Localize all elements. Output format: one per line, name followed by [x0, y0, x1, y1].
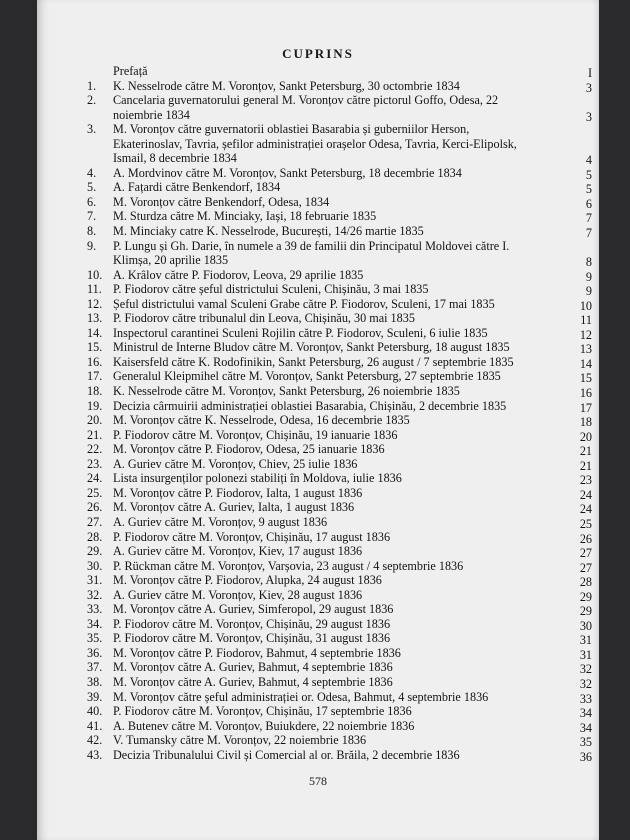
toc-entry-title: M. Voronțov către șeful administrației or. Odesa, Bahmut, 4 septembrie 1836 — [113, 689, 489, 704]
toc-entry-title: M. Voronțov către A. Guriev, Ialta, 1 august 1836 — [113, 500, 355, 515]
toc-entry-page: 6 — [585, 196, 592, 211]
toc-entry — [87, 180, 592, 195]
toc-entry-page: 8 — [585, 255, 592, 270]
toc-entry-number: 17. — [87, 369, 103, 384]
toc-entry-page: 25 — [579, 516, 592, 531]
toc-entry-page: 29 — [579, 589, 592, 604]
toc-entry — [87, 457, 592, 472]
toc-entry — [87, 486, 592, 501]
toc-entry-number: 2. — [87, 93, 97, 108]
toc-entry — [87, 239, 592, 268]
toc-entry — [87, 195, 592, 210]
toc-entry-number: 12. — [87, 296, 103, 311]
toc-entry-title: A. Guriev către M. Voronțov, Chiev, 25 iulie 1836 — [113, 456, 358, 471]
toc-entry-number: 41. — [87, 718, 103, 733]
toc-entry-number: 32. — [87, 587, 103, 602]
toc-entry-page: 16 — [579, 386, 592, 401]
toc-entry — [87, 224, 592, 239]
toc-entry — [87, 675, 592, 690]
toc-entry-number: 30. — [87, 558, 103, 573]
book-page — [37, 0, 599, 840]
toc-entry-title: P. Lungu și Gh. Darie, în numele a 39 de familii din Principatul Moldovei către I. Klimșa, 20 aprilie 1835 — [113, 238, 510, 268]
toc-entry-page: 17 — [579, 400, 592, 415]
toc-entry-title: Șeful districtului vamal Sculeni Grabe către P. Fiodorov, Sculeni, 17 mai 1835 — [113, 296, 495, 311]
toc-entry-number: 15. — [87, 340, 103, 355]
toc-entry-number: 5. — [87, 180, 97, 195]
toc-entry-title: Cancelaria guvernatorului general M. Voronțov către pictorul Goffo, Odesa, 22 noiembrie 1834 — [113, 93, 499, 122]
toc-entry-number: 14. — [87, 325, 103, 340]
toc-entry-number: 33. — [87, 602, 103, 617]
toc-entry-number: 7. — [87, 209, 97, 224]
toc-entry-page: 7 — [585, 226, 592, 241]
toc-entry-title: M. Sturdza către M. Minciaky, Iași, 18 februarie 1835 — [113, 209, 377, 224]
toc-entry-title: A. Guriev către M. Voronțov, Kiev, 28 august 1836 — [113, 587, 363, 602]
toc-entry-title: Kaisersfeld către K. Rodofinikin, Sankt Petersburg, 26 august / 7 septembrie 1835 — [113, 354, 514, 369]
toc-entry-page: 34 — [579, 706, 592, 721]
toc-entry-title: A. Krâlov către P. Fiodorov, Leova, 29 aprilie 1835 — [113, 267, 364, 282]
toc-entry-page: 3 — [585, 109, 592, 124]
toc-entry-number: 42. — [87, 733, 103, 748]
toc-entry-page: 9 — [585, 269, 592, 284]
toc-entry-title: M. Minciaky catre K. Nesselrode, București, 14/26 martie 1835 — [113, 224, 424, 239]
toc-entry-number: 28. — [87, 529, 103, 544]
toc-entry-title: A. Mordvinov către M. Voronțov, Sankt Petersburg, 18 decembrie 1834 — [113, 165, 462, 180]
toc-entry-number: 40. — [87, 704, 103, 719]
toc-entry-page: 32 — [579, 662, 592, 677]
toc-entry — [87, 588, 592, 603]
toc-entry-page: 35 — [579, 735, 592, 750]
toc-entry-page: 9 — [585, 284, 592, 299]
toc-entry-number: 25. — [87, 485, 103, 500]
toc-entry-title: A. Butenev către M. Voronțov, Buiukdere, 22 noiembrie 1836 — [113, 718, 415, 733]
toc-entry-title: M. Voronțov către K. Nesselrode, Odesa, 16 decembrie 1835 — [113, 413, 410, 428]
toc-entry-title: P. Fiodorov către M. Voronțov, Chișinău, 29 august 1836 — [113, 616, 391, 631]
toc-entry-title: P. Fiodorov către șeful districtului Sculeni, Chișinău, 3 mai 1835 — [113, 282, 429, 297]
toc-entry-title: M. Voronțov către A. Guriev, Bahmut, 4 septembrie 1836 — [113, 674, 393, 689]
toc-entry-number: 26. — [87, 500, 103, 515]
toc-entry-number: 29. — [87, 544, 103, 559]
toc-entry-number: 1. — [87, 78, 97, 93]
toc-entry-page: 4 — [585, 153, 592, 168]
toc-entry — [87, 500, 592, 515]
toc-entry-number: 37. — [87, 660, 103, 675]
toc-entry-title: K. Nesselrode către M. Voronțov, Sankt Petersburg, 26 noiembrie 1835 — [113, 384, 460, 399]
toc-entry-page: 33 — [579, 691, 592, 706]
toc-entry-number: 6. — [87, 194, 97, 209]
toc-entry-number: 31. — [87, 573, 103, 588]
toc-entry-page: 21 — [579, 458, 592, 473]
toc-entry-page: 21 — [579, 444, 592, 459]
toc-entry-title: M. Voronțov către P. Fiodorov, Alupka, 24 august 1836 — [113, 573, 382, 588]
toc-entry-page: 5 — [585, 167, 592, 182]
toc-entry-page: 34 — [579, 720, 592, 735]
toc-entry — [87, 166, 592, 181]
toc-entry — [87, 282, 592, 297]
toc-entry-page: 18 — [579, 415, 592, 430]
toc-entry — [87, 748, 592, 763]
toc-entry-page: 29 — [579, 604, 592, 619]
toc-entry-page: 5 — [585, 182, 592, 197]
toc-entry-title: Lista insurgenților polonezi stabiliți în Moldova, iulie 1836 — [113, 471, 402, 486]
toc-entry-page: I — [587, 66, 592, 80]
toc-entry-number: 16. — [87, 354, 103, 369]
toc-entry — [87, 617, 592, 632]
toc-entry-title: Ministrul de Interne Bludov către M. Voronțov, Sankt Petersburg, 18 august 1835 — [113, 340, 510, 355]
toc-entry-number: 35. — [87, 631, 103, 646]
toc-entry — [87, 428, 592, 443]
toc-entry-title: K. Nesselrode către M. Voronțov, Sankt Petersburg, 30 octombrie 1834 — [113, 78, 460, 93]
toc-entry-number: 39. — [87, 689, 103, 704]
toc-entry-number: 43. — [87, 747, 103, 762]
toc-entry-title: P. Rückman către M. Voronțov, Varșovia, 23 august / 4 septembrie 1836 — [113, 558, 464, 573]
toc-entry — [87, 326, 592, 341]
toc-entry-number: 10. — [87, 267, 103, 282]
toc-entry — [87, 369, 592, 384]
toc-entry-number: 21. — [87, 427, 103, 442]
toc-entry-page: 10 — [579, 298, 592, 313]
toc-entry — [87, 442, 592, 457]
toc-entry — [87, 631, 592, 646]
toc-entry — [87, 93, 592, 122]
toc-entry-page: 27 — [579, 560, 592, 575]
toc-entry-title: V. Tumansky către M. Voronțov, 22 noiembrie 1836 — [113, 733, 367, 748]
toc-entry — [87, 399, 592, 414]
toc-entry — [87, 559, 592, 574]
toc-entry — [87, 79, 592, 94]
table-of-contents — [87, 64, 592, 762]
toc-entry-title: M. Voronțov către guvernatorii oblastiei Basarabia și guberniilor Herson, Ekaterinoslav, Tavria, șefilor administrației orașelor Odesa, Tavria, Kerci-Elipolsk, Ismail, 8 decembrie 1834 — [113, 122, 517, 166]
toc-entry-number: 24. — [87, 471, 103, 486]
toc-entry-page: 23 — [579, 473, 592, 488]
toc-entry-page: 26 — [579, 531, 592, 546]
toc-entry-number: 34. — [87, 616, 103, 631]
toc-entry — [87, 268, 592, 283]
toc-entry — [87, 690, 592, 705]
toc-entry-title: Prefață — [113, 64, 148, 78]
toc-entry-number: 23. — [87, 456, 103, 471]
toc-entry-page: 20 — [579, 429, 592, 444]
toc-entry-number: 36. — [87, 645, 103, 660]
toc-entry-title: A. Fațardi către Benkendorf, 1834 — [113, 180, 281, 195]
toc-entry-number: 22. — [87, 442, 103, 457]
toc-entry — [87, 573, 592, 588]
toc-entry-title: P. Fiodorov către M. Voronțov, Chișinău, 17 septembrie 1836 — [113, 704, 412, 719]
toc-entry-title: A. Guriev către M. Voronțov, 9 august 1836 — [113, 514, 328, 529]
toc-entry — [87, 209, 592, 224]
toc-entry-title: M. Voronțov către P. Fiodorov, Ialta, 1 august 1836 — [113, 485, 363, 500]
toc-entry-page: 30 — [579, 618, 592, 633]
toc-entry-page: 32 — [579, 676, 592, 691]
toc-entry — [87, 311, 592, 326]
toc-entry-page: 13 — [579, 342, 592, 357]
toc-entry — [87, 515, 592, 530]
toc-entry-page: 11 — [580, 313, 592, 328]
toc-entry-page: 31 — [579, 633, 592, 648]
toc-entry-number: 4. — [87, 165, 97, 180]
toc-entry-title: M. Voronțov către A. Guriev, Bahmut, 4 septembrie 1836 — [113, 660, 393, 675]
toc-entry-title: M. Voronțov către P. Fiodorov, Bahmut, 4 septembrie 1836 — [113, 645, 401, 660]
page-number: 578 — [309, 774, 327, 788]
toc-entry-number: 38. — [87, 674, 103, 689]
toc-entry-title: Inspectorul carantinei Sculeni Rojilin către P. Fiodorov, Sculeni, 6 iulie 1835 — [113, 325, 488, 340]
toc-entry — [87, 544, 592, 559]
toc-entry — [87, 413, 592, 428]
toc-entry — [87, 64, 592, 79]
toc-entry-number: 11. — [87, 282, 102, 297]
toc-entry — [87, 602, 592, 617]
toc-entry-number: 9. — [87, 238, 97, 253]
toc-entry-title: M. Voronțov către Benkendorf, Odesa, 1834 — [113, 194, 330, 209]
toc-entry-page: 14 — [579, 356, 592, 371]
toc-entry-page: 31 — [579, 647, 592, 662]
toc-entry-number: 20. — [87, 413, 103, 428]
toc-entry-page: 24 — [579, 487, 592, 502]
toc-entry — [87, 122, 592, 166]
toc-entry-number: 27. — [87, 514, 103, 529]
toc-entry-title: P. Fiodorov către M. Voronțov, Chișinău, 19 ianuarie 1836 — [113, 427, 398, 442]
toc-entry-title: Decizia Tribunalului Civil și Comercial al or. Brăila, 2 decembrie 1836 — [113, 747, 460, 762]
toc-entry — [87, 719, 592, 734]
toc-entry-number: 19. — [87, 398, 103, 413]
toc-entry-number: 13. — [87, 311, 103, 326]
toc-entry — [87, 646, 592, 661]
toc-entry — [87, 355, 592, 370]
toc-entry-number: 3. — [87, 122, 97, 137]
toc-entry — [87, 340, 592, 355]
toc-entry-title: M. Voronțov către A. Guriev, Simferopol, 29 august 1836 — [113, 602, 394, 617]
toc-entry-page: 24 — [579, 502, 592, 517]
toc-entry-title: Decizia cârmuirii administrației oblastiei Basarabia, Chișinău, 2 decembrie 1835 — [113, 398, 507, 413]
toc-entry-page: 28 — [579, 575, 592, 590]
toc-entry — [87, 733, 592, 748]
toc-entry-number: 18. — [87, 384, 103, 399]
toc-entry-title: M. Voronțov către P. Fiodorov, Odesa, 25 ianuarie 1836 — [113, 442, 385, 457]
toc-entry — [87, 384, 592, 399]
toc-entry — [87, 660, 592, 675]
toc-entry-page: 15 — [579, 371, 592, 386]
toc-entry-page: 27 — [579, 546, 592, 561]
toc-entry-page: 36 — [579, 749, 592, 764]
toc-entry — [87, 471, 592, 486]
toc-entry-title: Generalul Kleipmihel către M. Voronțov, Sankt Petersburg, 27 septembrie 1835 — [113, 369, 501, 384]
toc-entry-page: 7 — [585, 211, 592, 226]
toc-entry-title: P. Fiodorov către tribunalul din Leova, Chișinău, 30 mai 1835 — [113, 311, 415, 326]
page-title: CUPRINS — [282, 46, 354, 61]
toc-entry-title: A. Guriev către M. Voronțov, Kiev, 17 august 1836 — [113, 544, 363, 559]
toc-entry-page: 3 — [585, 80, 592, 95]
toc-entry — [87, 297, 592, 312]
toc-entry-title: P. Fiodorov către M. Voronțov, Chișinău, 31 august 1836 — [113, 631, 391, 646]
toc-entry-page: 12 — [579, 327, 592, 342]
toc-entry — [87, 704, 592, 719]
toc-entry-number: 8. — [87, 224, 97, 239]
toc-entry-title: P. Fiodorov către M. Voronțov, Chișinău, 17 august 1836 — [113, 529, 391, 544]
toc-entry — [87, 530, 592, 545]
